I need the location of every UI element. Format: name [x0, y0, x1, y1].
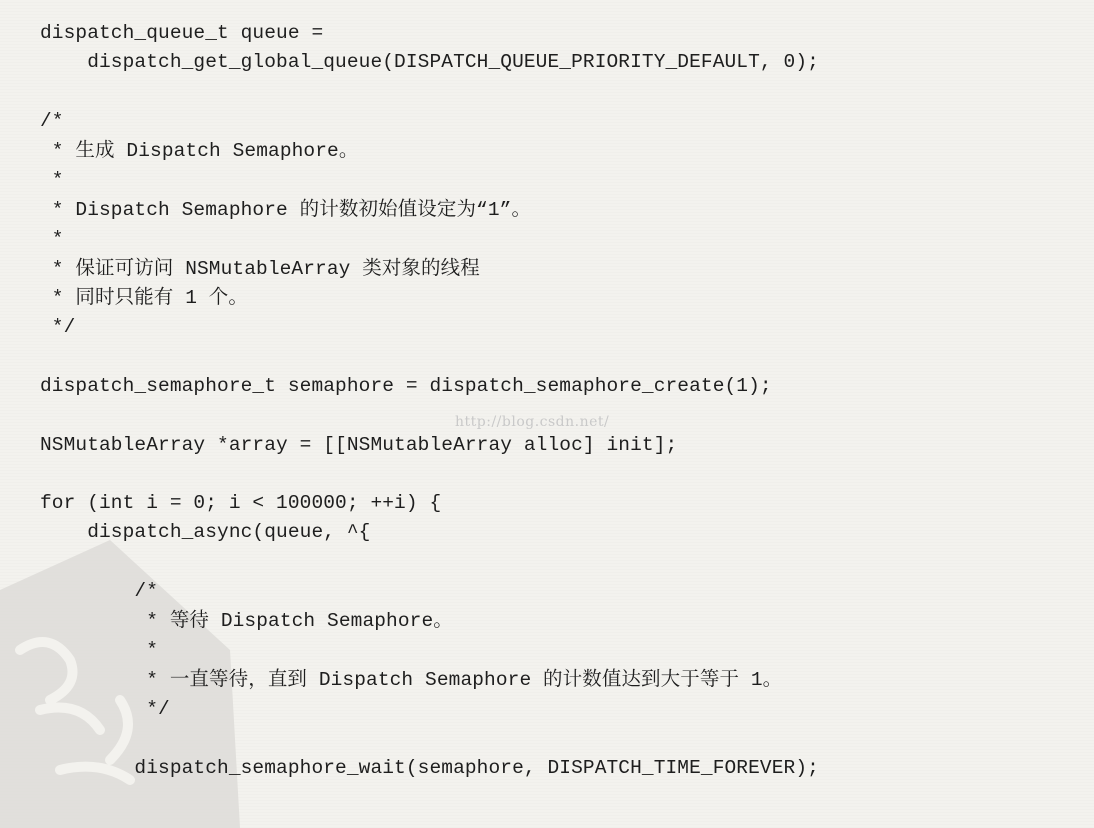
code-line: /*	[40, 110, 64, 132]
code-line: NSMutableArray *array = [[NSMutableArray alloc] init];	[40, 434, 678, 456]
code-line: * 保证可访问 NSMutableArray 类对象的线程	[40, 258, 480, 280]
code-line: * 等待 Dispatch Semaphore。	[40, 610, 453, 632]
code-line: * Dispatch Semaphore 的计数初始值设定为“1”。	[40, 199, 532, 221]
code-line: dispatch_semaphore_wait(semaphore, DISPATCH_TIME_FOREVER);	[40, 757, 819, 779]
code-line: *	[40, 228, 64, 250]
code-line: *	[40, 639, 159, 661]
code-line: * 同时只能有 1 个。	[40, 287, 249, 309]
code-line: * 一直等待，直到 Dispatch Semaphore 的计数值达到大于等于 1。	[40, 669, 783, 691]
code-line: dispatch_semaphore_t semaphore = dispatch_semaphore_create(1);	[40, 375, 772, 397]
code-line: */	[40, 316, 76, 338]
code-line: dispatch_queue_t queue =	[40, 22, 324, 44]
code-line: /*	[40, 580, 159, 602]
code-line: * 生成 Dispatch Semaphore。	[40, 140, 359, 162]
url-watermark: http://blog.csdn.net/	[455, 414, 610, 430]
code-line: */	[40, 698, 170, 720]
code-line: dispatch_async(queue, ^{	[40, 521, 371, 543]
code-line: dispatch_get_global_queue(DISPATCH_QUEUE_PRIORITY_DEFAULT, 0);	[40, 51, 819, 73]
code-line: for (int i = 0; i < 100000; ++i) {	[40, 492, 442, 514]
code-line: *	[40, 169, 64, 191]
